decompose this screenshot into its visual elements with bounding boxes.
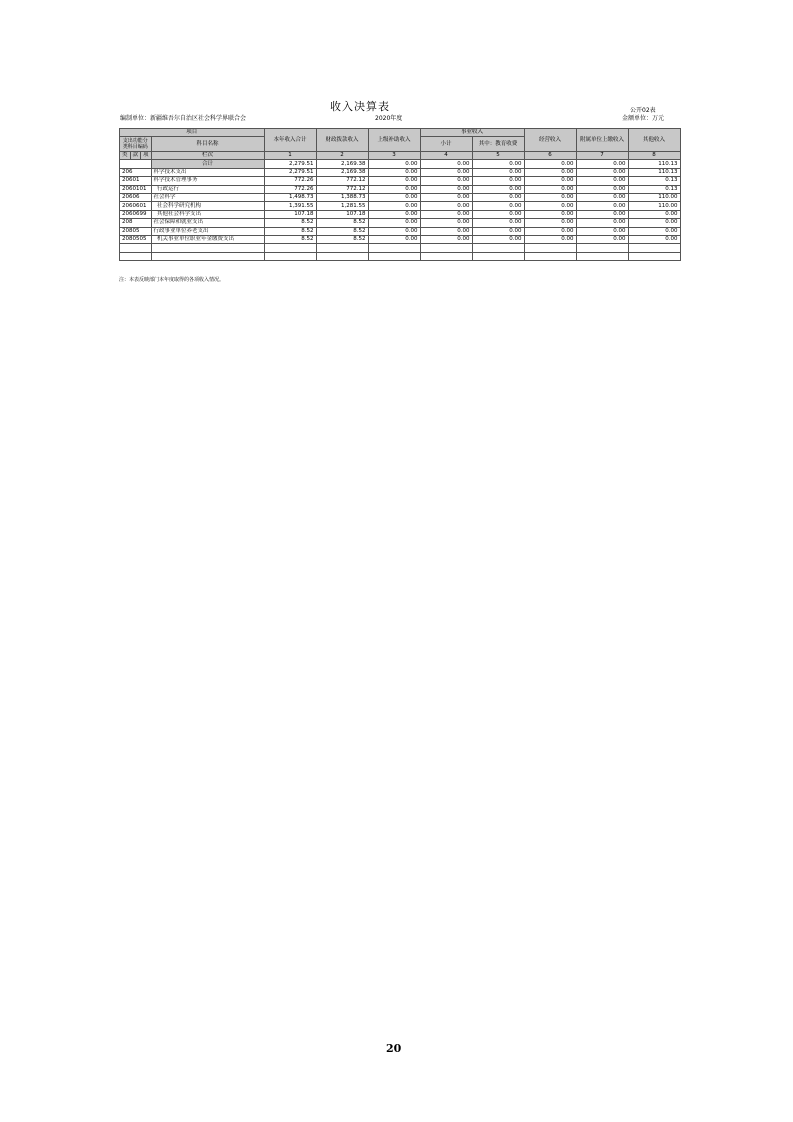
table-row [120, 219, 681, 227]
value-cell: 1,498.73 [264, 193, 316, 201]
header-lei: 类 [120, 152, 131, 160]
value-cell: 1,281.55 [316, 202, 368, 210]
table-row [120, 235, 681, 243]
value-cell: 0.00 [472, 227, 524, 235]
value-cell: 110.00 [628, 202, 680, 210]
value-cell: 110.13 [628, 168, 680, 176]
value-cell: 1,391.55 [264, 202, 316, 210]
subject-code: 2080505 [120, 235, 152, 243]
value-cell: 0.00 [524, 219, 576, 227]
table-row [120, 202, 681, 210]
table-title: 收入决算表 [330, 100, 390, 113]
value-cell: 0.00 [472, 210, 524, 218]
value-cell: 0.00 [576, 168, 628, 176]
total-cell: 0.00 [524, 160, 576, 168]
value-cell: 0.00 [420, 219, 472, 227]
value-cell: 2,169.38 [316, 168, 368, 176]
fiscal-year: 2020年度 [375, 115, 403, 122]
value-cell: 0.00 [420, 168, 472, 176]
subject-name: 其他社会科学支出 [151, 210, 264, 218]
header-operating: 经营收入 [524, 129, 576, 152]
subject-name: 科学技术管理事务 [151, 177, 264, 185]
header-other: 其他收入 [628, 129, 680, 152]
amount-unit: 金额单位：万元 [622, 115, 665, 122]
value-cell: 0.00 [628, 210, 680, 218]
subject-name: 行政事业单位养老支出 [151, 227, 264, 235]
value-cell: 8.52 [264, 227, 316, 235]
value-cell: 0.00 [628, 235, 680, 243]
subject-code: 206 [120, 168, 152, 176]
header-kuan: 款 [130, 152, 141, 160]
subject-code: 2060101 [120, 185, 152, 193]
value-cell: 110.00 [628, 193, 680, 201]
value-cell: 0.00 [524, 235, 576, 243]
value-cell: 0.00 [472, 202, 524, 210]
value-cell: 0.00 [576, 185, 628, 193]
value-cell: 772.12 [316, 177, 368, 185]
header-subtotal: 小计 [420, 137, 472, 152]
value-cell: 107.18 [264, 210, 316, 218]
value-cell: 0.00 [524, 193, 576, 201]
header-subject-name: 科目名称 [151, 137, 264, 152]
subject-name: 科学技术支出 [151, 168, 264, 176]
value-cell: 0.00 [524, 210, 576, 218]
subject-name: 社会科学研究机构 [151, 202, 264, 210]
total-cell: 0.00 [420, 160, 472, 168]
total-cell: 0.00 [368, 160, 420, 168]
value-cell: 0.00 [524, 185, 576, 193]
value-cell: 107.18 [316, 210, 368, 218]
value-cell: 0.00 [368, 177, 420, 185]
value-cell: 0.00 [368, 185, 420, 193]
table-row [120, 210, 681, 218]
value-cell: 0.00 [576, 210, 628, 218]
total-row-label: 合计 [151, 160, 264, 168]
value-cell: 0.00 [472, 185, 524, 193]
subject-code: 2060699 [120, 210, 152, 218]
value-cell: 0.00 [420, 193, 472, 201]
org-name: 编制单位：新疆维吾尔自治区社会科学界联合会 [120, 115, 247, 122]
col-index: 8 [628, 152, 680, 160]
value-cell: 0.00 [368, 168, 420, 176]
total-cell: 0.00 [576, 160, 628, 168]
col-index: 2 [316, 152, 368, 160]
value-cell: 8.52 [316, 219, 368, 227]
subject-name: 社会保障和就业支出 [151, 219, 264, 227]
value-cell: 0.00 [420, 227, 472, 235]
table-row [120, 185, 681, 193]
subject-code: 208 [120, 219, 152, 227]
form-code: 公开02表 [630, 107, 656, 114]
value-cell: 0.13 [628, 177, 680, 185]
value-cell: 0.00 [524, 177, 576, 185]
value-cell: 0.00 [368, 219, 420, 227]
header-affiliated: 附属单位上缴收入 [576, 129, 628, 152]
col-index-label: 栏次 [151, 152, 264, 160]
value-cell: 0.00 [472, 219, 524, 227]
header-project: 项目 [120, 129, 265, 137]
value-cell: 0.00 [576, 193, 628, 201]
value-cell: 8.52 [264, 219, 316, 227]
value-cell: 0.00 [524, 227, 576, 235]
value-cell: 772.26 [264, 185, 316, 193]
value-cell: 1,388.73 [316, 193, 368, 201]
table-row [120, 168, 681, 176]
value-cell: 772.12 [316, 185, 368, 193]
page-number: 20 [386, 1042, 402, 1055]
subject-name: 社会科学 [151, 193, 264, 201]
value-cell: 8.52 [316, 235, 368, 243]
subject-name: 机关事业单位职业年金缴费支出 [151, 235, 264, 243]
value-cell: 0.00 [472, 235, 524, 243]
value-cell: 0.00 [368, 235, 420, 243]
value-cell: 0.00 [368, 202, 420, 210]
income-table [119, 128, 681, 261]
value-cell: 0.00 [576, 227, 628, 235]
value-cell: 0.00 [576, 202, 628, 210]
value-cell: 0.00 [628, 219, 680, 227]
table-note: 注：本表反映部门本年度取得的各项收入情况。 [119, 277, 225, 283]
header-fiscal: 财政拨款收入 [316, 129, 368, 152]
value-cell: 0.00 [420, 210, 472, 218]
table-row [120, 177, 681, 185]
total-cell: 2,169.38 [316, 160, 368, 168]
value-cell: 0.00 [628, 227, 680, 235]
col-index: 6 [524, 152, 576, 160]
total-cell: 2,279.51 [264, 160, 316, 168]
header-total: 本年收入合计 [264, 129, 316, 152]
total-cell: 110.13 [628, 160, 680, 168]
header-business: 事业收入 [420, 129, 524, 137]
col-index: 3 [368, 152, 420, 160]
col-index: 4 [420, 152, 472, 160]
value-cell: 0.00 [368, 210, 420, 218]
header-edu-fee: 其中：教育收费 [472, 137, 524, 152]
value-cell: 0.00 [420, 202, 472, 210]
value-cell: 0.00 [472, 177, 524, 185]
value-cell: 0.00 [576, 219, 628, 227]
value-cell: 0.00 [472, 193, 524, 201]
value-cell: 0.00 [524, 168, 576, 176]
value-cell: 0.00 [420, 235, 472, 243]
table-row [120, 193, 681, 201]
value-cell: 0.00 [576, 177, 628, 185]
col-index: 1 [264, 152, 316, 160]
value-cell: 0.00 [472, 168, 524, 176]
col-index: 5 [472, 152, 524, 160]
value-cell: 2,279.51 [264, 168, 316, 176]
subject-code: 20601 [120, 177, 152, 185]
subject-name: 行政运行 [151, 185, 264, 193]
value-cell: 0.00 [524, 202, 576, 210]
value-cell: 0.00 [368, 193, 420, 201]
header-superior: 上级补助收入 [368, 129, 420, 152]
value-cell: 0.00 [420, 185, 472, 193]
value-cell: 772.26 [264, 177, 316, 185]
value-cell: 0.13 [628, 185, 680, 193]
value-cell: 0.00 [368, 227, 420, 235]
header-func-class: 支出功能分类科目编码 [120, 137, 152, 152]
value-cell: 0.00 [420, 177, 472, 185]
value-cell: 8.52 [264, 235, 316, 243]
subject-code: 20606 [120, 193, 152, 201]
value-cell: 8.52 [316, 227, 368, 235]
col-index: 7 [576, 152, 628, 160]
subject-code: 20805 [120, 227, 152, 235]
header-xiang: 项 [141, 152, 152, 160]
value-cell: 0.00 [576, 235, 628, 243]
table-row [120, 227, 681, 235]
subject-code: 2060601 [120, 202, 152, 210]
total-cell: 0.00 [472, 160, 524, 168]
